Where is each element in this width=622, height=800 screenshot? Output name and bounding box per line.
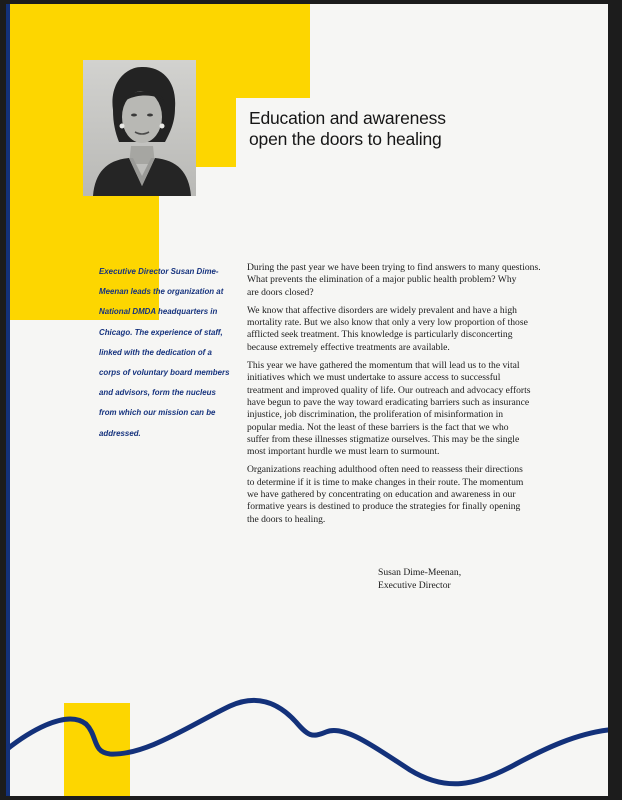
caption-line: Executive Director Susan Dime- [99, 266, 219, 276]
caption-line: linked with the dedication of a [99, 346, 212, 357]
signature-title: Executive Director [378, 580, 451, 591]
body-line: What prevents the elimination of a major public health problem? Why [247, 274, 517, 286]
caption-line: from which our mission can be [99, 407, 216, 418]
body-line: have begun to pave the way toward eradicating barriers such as insurance [247, 396, 530, 408]
body-line: This year we have gathered the momentum that will lead us to the vital [247, 360, 520, 372]
caption-line: National DMDA headquarters in [99, 306, 218, 317]
body-line: formative years is destined to produce the strategies for finally opening [247, 501, 521, 513]
body-line: During the past year we have been trying to find answers to many questions. [247, 262, 541, 273]
body-line: because extremely effective treatments are available. [247, 341, 450, 353]
body-line: injustice, job discrimination, the proliferation of misinformation in [247, 409, 504, 421]
page-headline [249, 108, 589, 150]
body-line: most important hurdle we must learn to surmount. [247, 446, 440, 458]
body-line: We know that affective disorders are widely prevalent and have a high [247, 304, 517, 316]
headline-line-2: open the doors to healing [249, 129, 442, 149]
letter-body [247, 262, 565, 532]
body-line: we have gathered by concentrating on education and awareness in our [247, 489, 516, 501]
body-paragraph-3 [247, 360, 565, 458]
document-page [6, 4, 608, 796]
body-paragraph-2 [247, 305, 565, 354]
body-line: Organizations reaching adulthood often need to reassess their directions [247, 464, 523, 476]
body-line: treatment and improved quality of life. Our outreach and advocacy efforts [247, 384, 531, 396]
blue-wave-line [6, 684, 608, 796]
body-line: initiatives which we must undertake to assure access to successful [247, 372, 501, 384]
caption-line: addressed. [99, 427, 141, 438]
body-line: mortality rate. But we also know that only a very low proportion of those [247, 317, 528, 329]
caption-line: Meenan leads the organization at [99, 286, 224, 297]
body-line: to determine if it is time to make changes in their route. The momentum [247, 476, 524, 488]
body-paragraph-4 [247, 464, 565, 525]
body-line: afflicted seek treatment. This knowledge is particularly disconcerting [247, 329, 513, 341]
photo-caption [99, 261, 228, 443]
body-line: the doors to healing. [247, 513, 326, 525]
body-paragraph-1 [247, 262, 565, 299]
caption-line: Chicago. The experience of staff, [99, 326, 223, 337]
caption-line: corps of voluntary board members [99, 367, 230, 378]
headline-line-1: Education and awareness [249, 108, 446, 128]
body-line: suffer from these illnesses stigmatize ourselves. This may be the single [247, 433, 520, 445]
signature-block [378, 566, 461, 592]
portrait-photo [83, 60, 196, 196]
caption-line: and advisors, form the nucleus [99, 387, 216, 398]
body-line: are doors closed? [247, 286, 314, 298]
signature-name: Susan Dime-Meenan, [378, 567, 462, 578]
body-line: popular media. Not the least of these barriers is the fact that we who [247, 421, 509, 433]
